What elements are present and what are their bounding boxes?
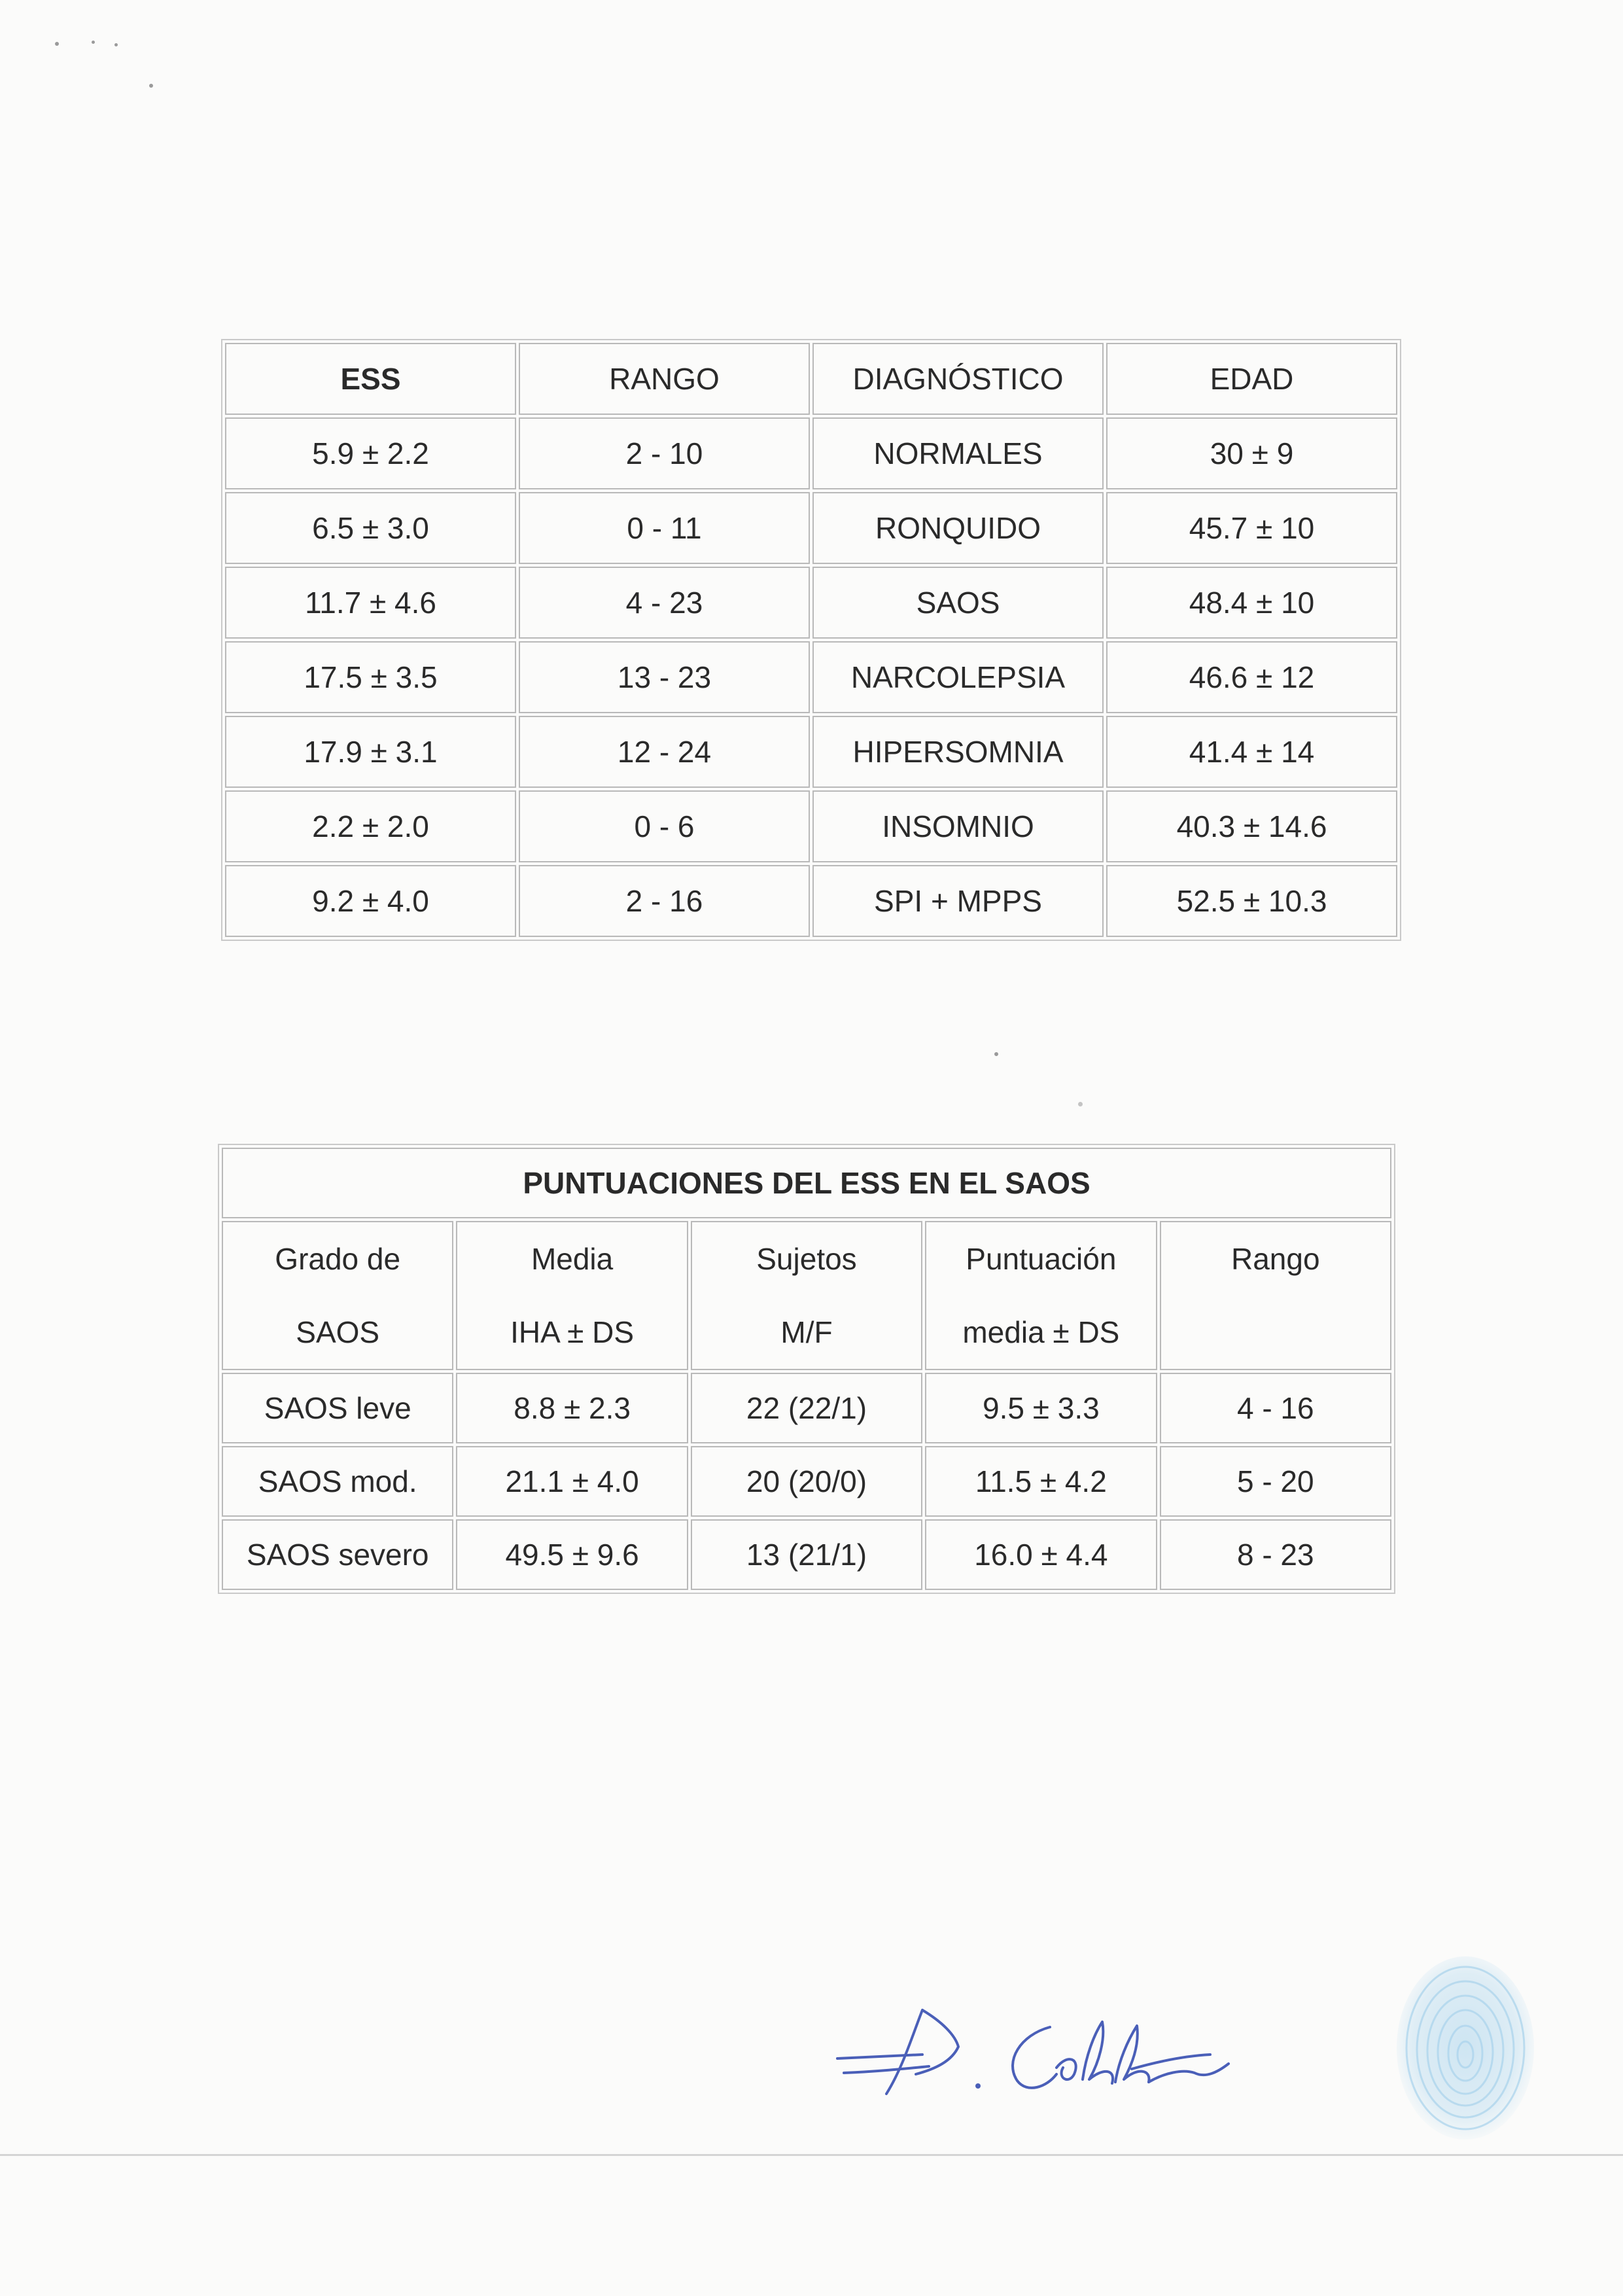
- cell-rango: 0 - 6: [519, 790, 810, 862]
- cell-grado: SAOS mod.: [222, 1446, 453, 1517]
- page-edge-line: [0, 2154, 1623, 2156]
- cell-edad: 40.3 ± 14.6: [1106, 790, 1397, 862]
- table-row: [225, 492, 1397, 564]
- scan-speck: [92, 41, 95, 44]
- header-line: SAOS: [296, 1315, 380, 1349]
- cell-media: 49.5 ± 9.6: [456, 1519, 688, 1590]
- cell-ess: 5.9 ± 2.2: [225, 417, 516, 489]
- scan-speck: [149, 84, 153, 88]
- cell-edad: 45.7 ± 10: [1106, 492, 1397, 564]
- scan-speck: [55, 42, 59, 46]
- saos-scores-table: [218, 1144, 1395, 1594]
- cell-ess: 2.2 ± 2.0: [225, 790, 516, 862]
- cell-diagnostico: RONQUIDO: [812, 492, 1104, 564]
- table-row: [222, 1446, 1391, 1517]
- cell-sujetos: 20 (20/0): [691, 1446, 922, 1517]
- cell-puntuacion: 11.5 ± 4.2: [925, 1446, 1157, 1517]
- cell-ess: 17.9 ± 3.1: [225, 716, 516, 788]
- cell-media: 8.8 ± 2.3: [456, 1373, 688, 1443]
- header-edad: EDAD: [1106, 343, 1397, 415]
- header-rango: RANGO: [519, 343, 810, 415]
- cell-rango: 8 - 23: [1160, 1519, 1391, 1590]
- cell-rango: 5 - 20: [1160, 1446, 1391, 1517]
- cell-diagnostico: SPI + MPPS: [812, 865, 1104, 937]
- cell-diagnostico: SAOS: [812, 567, 1104, 639]
- header-grado: [222, 1221, 453, 1370]
- table-row: [222, 1519, 1391, 1590]
- table-row: [225, 865, 1397, 937]
- table-header-row: [225, 343, 1397, 415]
- cell-rango: 2 - 10: [519, 417, 810, 489]
- header-line: Media: [531, 1242, 614, 1276]
- cell-sujetos: 22 (22/1): [691, 1373, 922, 1443]
- cell-ess: 6.5 ± 3.0: [225, 492, 516, 564]
- header-line: Sujetos: [756, 1242, 857, 1276]
- scan-speck: [1078, 1102, 1083, 1106]
- cell-edad: 30 ± 9: [1106, 417, 1397, 489]
- cell-diagnostico: NARCOLEPSIA: [812, 641, 1104, 713]
- scan-speck: [994, 1052, 998, 1056]
- cell-ess: 17.5 ± 3.5: [225, 641, 516, 713]
- cell-diagnostico: INSOMNIO: [812, 790, 1104, 862]
- cell-ess: 9.2 ± 4.0: [225, 865, 516, 937]
- cell-rango: 12 - 24: [519, 716, 810, 788]
- cell-grado: SAOS leve: [222, 1373, 453, 1443]
- cell-edad: 41.4 ± 14: [1106, 716, 1397, 788]
- header-puntuacion: [925, 1221, 1157, 1370]
- ess-diagnosis-table: [221, 339, 1401, 941]
- signature: [824, 1996, 1243, 2127]
- cell-diagnostico: HIPERSOMNIA: [812, 716, 1104, 788]
- header-rango: [1160, 1221, 1391, 1370]
- cell-grado: SAOS severo: [222, 1519, 453, 1590]
- header-line: media ± DS: [962, 1315, 1120, 1349]
- header-line: M/F: [780, 1315, 833, 1349]
- table-title-row: [222, 1148, 1391, 1218]
- cell-sujetos: 13 (21/1): [691, 1519, 922, 1590]
- table-header-row: [222, 1221, 1391, 1370]
- header-diagnostico: DIAGNÓSTICO: [812, 343, 1104, 415]
- table-title: PUNTUACIONES DEL ESS EN EL SAOS: [222, 1148, 1391, 1218]
- cell-edad: 48.4 ± 10: [1106, 567, 1397, 639]
- fingerprint-image: [1387, 1950, 1544, 2146]
- header-media: [456, 1221, 688, 1370]
- table-row: [225, 567, 1397, 639]
- scan-speck: [114, 43, 118, 46]
- cell-rango: 2 - 16: [519, 865, 810, 937]
- table-row: [222, 1373, 1391, 1443]
- cell-media: 21.1 ± 4.0: [456, 1446, 688, 1517]
- cell-puntuacion: 16.0 ± 4.4: [925, 1519, 1157, 1590]
- header-line: IHA ± DS: [510, 1315, 635, 1349]
- table-row: [225, 641, 1397, 713]
- header-line: Puntuación: [966, 1242, 1117, 1276]
- header-line: Rango: [1231, 1242, 1320, 1276]
- table-row: [225, 790, 1397, 862]
- header-line: Grado de: [275, 1242, 401, 1276]
- cell-rango: 4 - 23: [519, 567, 810, 639]
- cell-puntuacion: 9.5 ± 3.3: [925, 1373, 1157, 1443]
- cell-rango: 0 - 11: [519, 492, 810, 564]
- cell-ess: 11.7 ± 4.6: [225, 567, 516, 639]
- cell-rango: 13 - 23: [519, 641, 810, 713]
- cell-edad: 46.6 ± 12: [1106, 641, 1397, 713]
- cell-rango: 4 - 16: [1160, 1373, 1391, 1443]
- header-sujetos: [691, 1221, 922, 1370]
- header-ess: ESS: [225, 343, 516, 415]
- table-row: [225, 716, 1397, 788]
- cell-edad: 52.5 ± 10.3: [1106, 865, 1397, 937]
- cell-diagnostico: NORMALES: [812, 417, 1104, 489]
- table-row: [225, 417, 1397, 489]
